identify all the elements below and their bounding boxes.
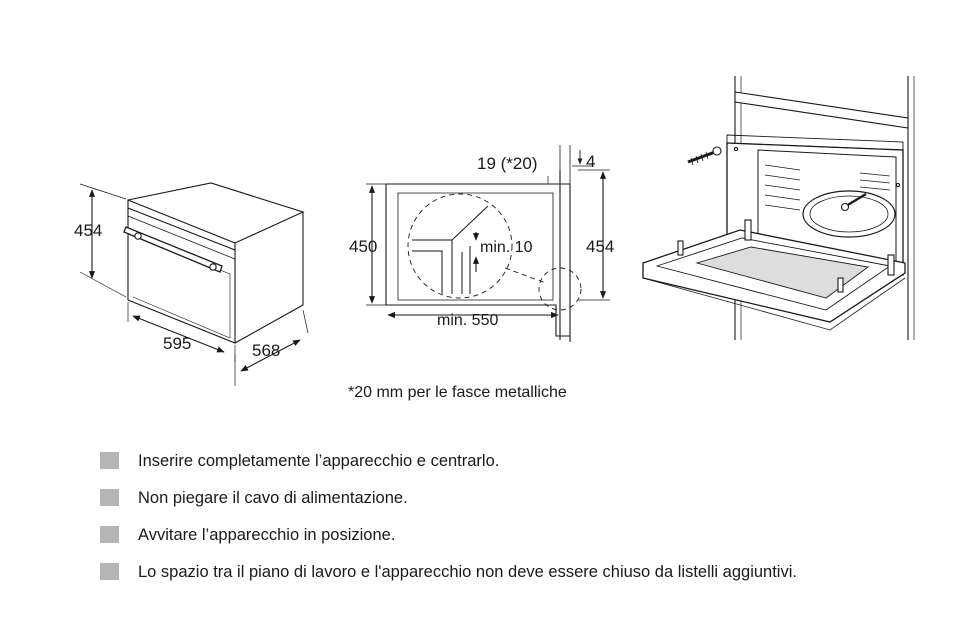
step-text: Lo spazio tra il piano di lavoro e l'apparecchio non deve essere chiuso da listelli aggiuntivi. <box>138 563 797 581</box>
footnote: *20 mm per le fasce metalliche <box>348 384 567 401</box>
niche-gap-label: 4 <box>586 152 596 171</box>
bullet-square-icon <box>100 563 119 580</box>
list-item <box>100 563 797 600</box>
depth-label: 568 <box>252 341 281 360</box>
bullet-square-icon <box>100 489 119 506</box>
appliance-top-face <box>128 183 303 243</box>
niche-left-height-label: 450 <box>349 237 378 256</box>
step-text: Avvitare l’apparecchio in posizione. <box>138 526 396 544</box>
screw-icon <box>688 147 721 165</box>
step-text: Non piegare il cavo di alimentazione. <box>138 489 408 507</box>
list-item <box>100 526 797 563</box>
width-label: 595 <box>163 334 192 353</box>
microwave-open-figure <box>643 76 914 340</box>
height-label: 454 <box>74 221 103 240</box>
step-text: Inserire completamente l’apparecchio e centrarlo. <box>138 452 500 470</box>
installation-steps <box>100 452 797 600</box>
niche-right-height-label: 454 <box>586 237 615 256</box>
niche-bottom-width-label: min. 550 <box>437 312 499 329</box>
list-item <box>100 489 797 526</box>
bullet-square-icon <box>100 452 119 469</box>
niche-detail-label: min. 10 <box>480 239 533 256</box>
niche-top-label: 19 (*20) <box>477 154 538 173</box>
list-item <box>100 452 797 489</box>
appliance-control-strip <box>128 208 235 250</box>
appliance-side-face <box>235 212 303 343</box>
bullet-square-icon <box>100 526 119 543</box>
